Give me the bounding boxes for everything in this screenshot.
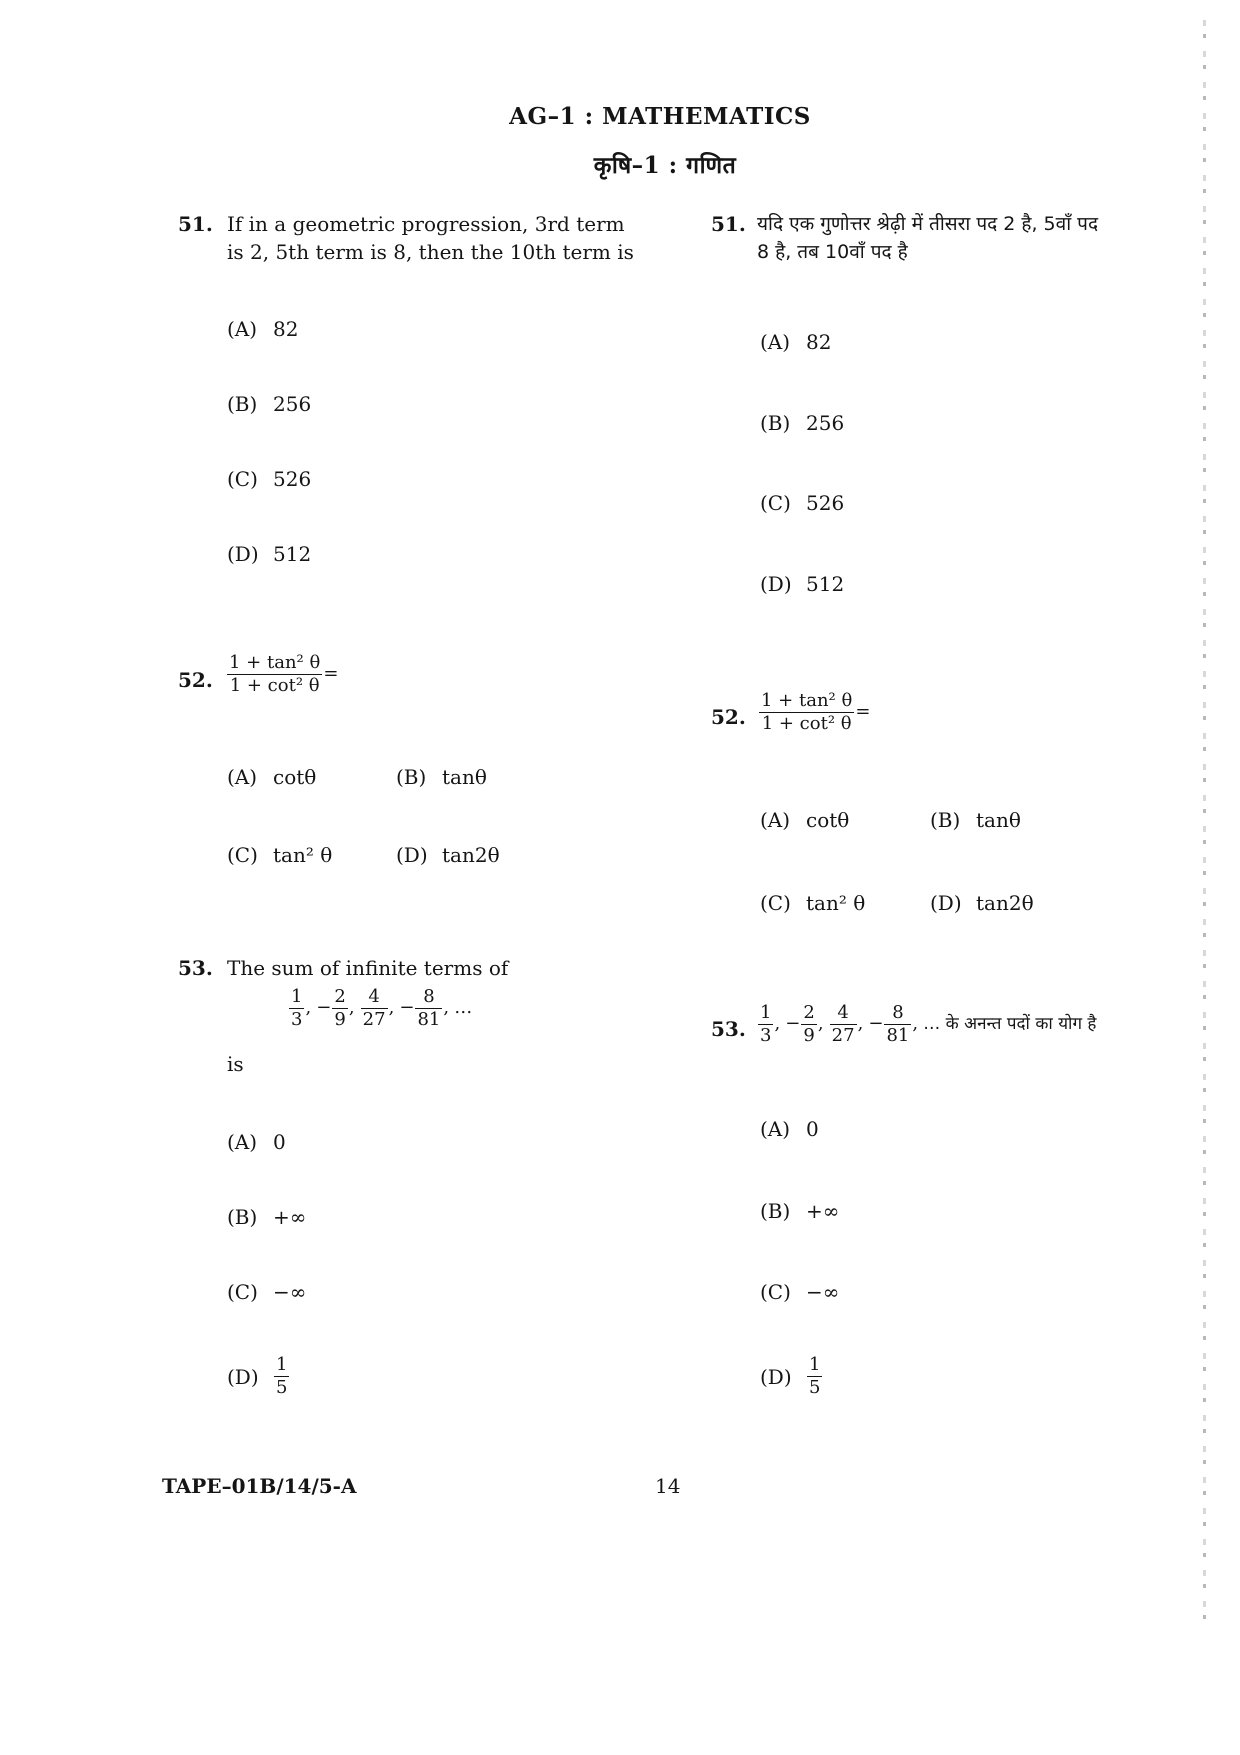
q53-option-b-hi[interactable]: (B) +∞ [760, 1199, 840, 1223]
q52-denominator-hi: 1 + cot² θ [759, 712, 854, 735]
q51-question-hi [757, 210, 1177, 266]
page-number: 14 [655, 1474, 681, 1498]
q52-option-b-en[interactable]: (B) tanθ [396, 765, 487, 789]
q53-series-en: $\frac{1}{3}$ , − $\frac{2}{9}$ , $\frac{4}{27}$ , − $\frac{8}{81}$ , … [291, 986, 473, 1030]
q53-option-d-en[interactable]: (D) $\frac{1}{5}$ [227, 1354, 288, 1398]
q53-suffix-hi: … के अनन्त पदों का योग है [923, 1014, 1097, 1034]
q52-option-c-hi[interactable]: (C) tan² θ [760, 891, 866, 915]
q52-numerator-en: 1 + tan² θ [229, 652, 321, 673]
q53-number-en: 53. [178, 956, 213, 980]
q52-option-d-hi[interactable]: (D) tan2θ [930, 891, 1034, 915]
q51-number-en: 51. [178, 212, 213, 236]
q52-number-en: 52. [178, 668, 213, 692]
q51-line1-hi: यदि एक गुणोत्तर श्रेढ़ी में तीसरा पद 2 है, 5वाँ पद [757, 213, 1099, 235]
q52-option-c-en[interactable]: (C) tan² θ [227, 843, 333, 867]
q51-option-a-hi[interactable]: (A) 82 [760, 330, 832, 354]
q51-option-c-en[interactable]: (C) 526 [227, 467, 312, 491]
q53-option-d-hi[interactable]: (D) $\frac{1}{5}$ [760, 1354, 821, 1398]
q53-option-c-hi[interactable]: (C) −∞ [760, 1280, 840, 1304]
q51-option-d-hi[interactable]: (D) 512 [760, 572, 845, 596]
series-term-1: $\frac{1}{3}$ [291, 986, 303, 1030]
q53-line2-en: is [227, 1052, 244, 1076]
q51-option-b-hi[interactable]: (B) 256 [760, 411, 845, 435]
q51-option-a-en[interactable]: (A) 82 [227, 317, 299, 341]
q52-option-a-en[interactable]: (A) cotθ [227, 765, 317, 789]
q51-option-d-en[interactable]: (D) 512 [227, 542, 312, 566]
title-english: AG–1 : MATHEMATICS [509, 103, 811, 130]
q53-option-c-en[interactable]: (C) −∞ [227, 1280, 307, 1304]
q51-line1-en: If in a geometric progression, 3rd term [227, 212, 625, 236]
scanned-page-edge [1203, 20, 1206, 1620]
q51-option-c-hi[interactable]: (C) 526 [760, 491, 845, 515]
q53-option-b-en[interactable]: (B) +∞ [227, 1205, 307, 1229]
series-term-4: $\frac{8}{81}$ [417, 986, 441, 1030]
q53-number-hi: 53. [711, 1017, 746, 1041]
q52-number-hi: 52. [711, 705, 746, 729]
q51-question-en [227, 210, 647, 266]
title-hindi: कृषि–1 : गणित [593, 152, 737, 179]
q51-line2-hi: 8 है, तब 10वाँ पद है [757, 241, 908, 263]
q52-option-d-en[interactable]: (D) tan2θ [396, 843, 500, 867]
q53-line1-en: The sum of infinite terms of [227, 956, 509, 980]
series-term-2: $\frac{2}{9}$ [334, 986, 346, 1030]
q51-line2-en: is 2, 5th term is 8, then the 10th term is [227, 240, 634, 264]
q52-numerator-hi: 1 + tan² θ [761, 690, 853, 711]
footer-code: TAPE–01B/14/5-A [162, 1474, 357, 1498]
q53-option-a-en[interactable]: (A) 0 [227, 1130, 286, 1154]
q52-expression-hi: $\frac{\text{1 + tan² θ}}{\text{1 + cot² θ}}$ = [761, 690, 871, 734]
series-term-3: $\frac{4}{27}$ [362, 986, 386, 1030]
q53-option-a-hi[interactable]: (A) 0 [760, 1117, 819, 1141]
q52-expression-en: $\frac{\text{1 + tan² θ}}{\text{1 + cot² θ}}$ = [229, 652, 339, 696]
q52-option-b-hi[interactable]: (B) tanθ [930, 808, 1021, 832]
q52-denominator-en: 1 + cot² θ [227, 674, 322, 697]
q51-option-b-en[interactable]: (B) 256 [227, 392, 312, 416]
q51-number-hi: 51. [711, 212, 746, 236]
q53-series-hi: $\frac{1}{3}$ , − $\frac{2}{9}$ , $\frac{4}{27}$ , − $\frac{8}{81}$ , … के अनन्त पदों का योग है [760, 1002, 1097, 1046]
q52-option-a-hi[interactable]: (A) cotθ [760, 808, 850, 832]
